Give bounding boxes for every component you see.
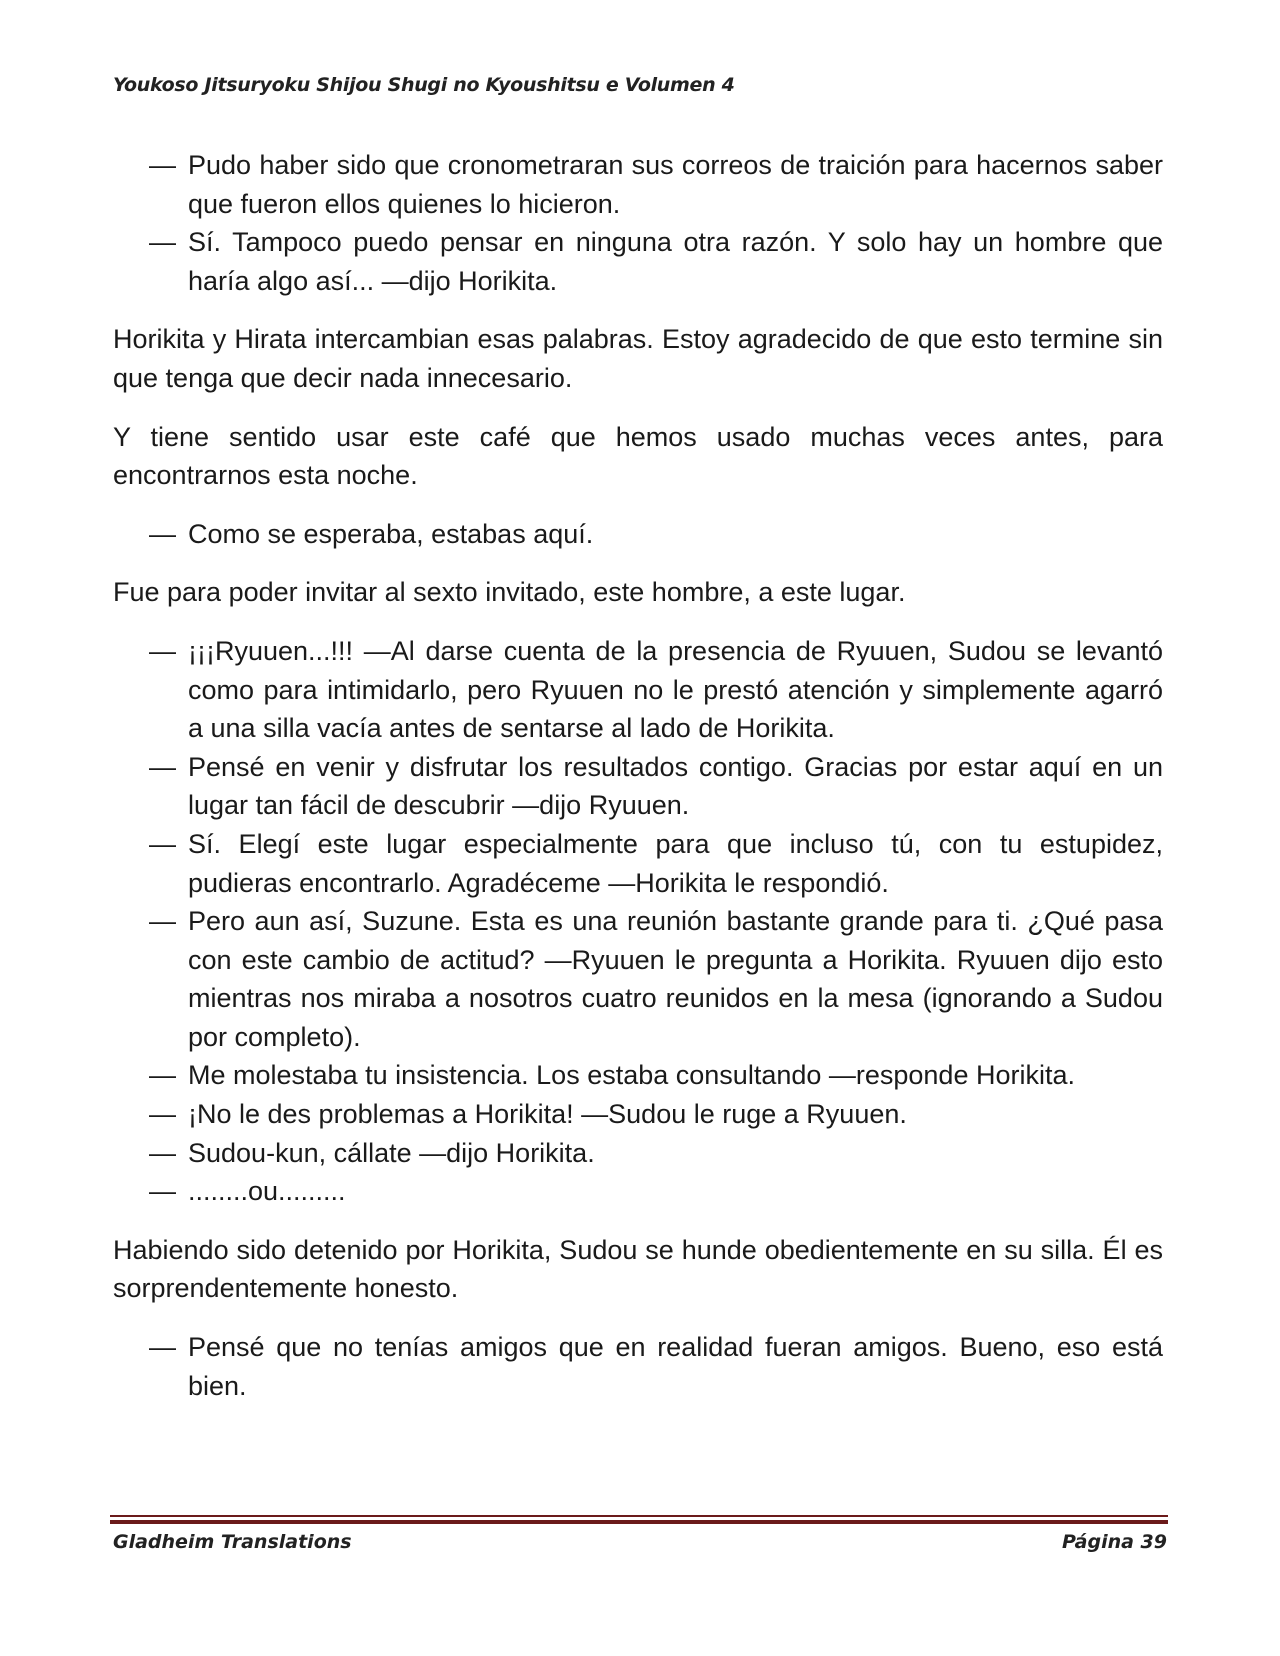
dialog-line: — Pudo haber sido que cronometraran sus correos de traición para hacernos saber que fueron ellos quienes lo hicieron. [113, 146, 1163, 223]
narration-paragraph: Fue para poder invitar al sexto invitado, este hombre, a este lugar. [113, 577, 906, 608]
em-dash: — [149, 150, 176, 180]
footer-publisher: Gladheim Translations [113, 1531, 352, 1553]
em-dash: — [149, 1137, 176, 1168]
dialog-line: — ........ou......... [113, 1172, 1163, 1211]
em-dash: — [149, 906, 176, 937]
dialog-line: — Pensé en venir y disfrutar los resultados contigo. Gracias por estar aquí en un lugar tan fácil de descubrir —dijo Ryuuen. [113, 748, 1163, 825]
dialog-group [113, 632, 1163, 1211]
footer-divider [110, 1515, 1168, 1524]
em-dash: — [149, 227, 176, 258]
dialog-line: — Me molestaba tu insistencia. Los estaba consultando —responde Horikita. [113, 1056, 1163, 1095]
em-dash: — [149, 1332, 176, 1363]
em-dash: — [149, 1099, 176, 1130]
em-dash: — [149, 1176, 176, 1207]
narration-paragraph: Habiendo sido detenido por Horikita, Sudou se hunde obedientemente en su silla. Él es sorprendentemente honesto. [113, 1234, 1163, 1304]
narration-paragraph: Y tiene sentido usar este café que hemos usado muchas veces antes, para encontrarnos esta noche. [113, 421, 1163, 491]
dialog-line: — Sí. Elegí este lugar especialmente para que incluso tú, con tu estupidez, pudieras encontrarlo. Agradéceme —Horikita le respondió. [113, 825, 1163, 902]
page-number: Página 39 [1061, 1531, 1167, 1553]
dialog-line: — Sí. Tampoco puedo pensar en ninguna otra razón. Y solo hay un hombre que haría algo así... —dijo Horikita. [113, 223, 1163, 300]
dialog-line: — Sudou-kun, cállate —dijo Horikita. [113, 1134, 1163, 1173]
em-dash: — [149, 751, 176, 782]
dialog-group [113, 146, 1163, 300]
page-body [113, 146, 1163, 1405]
em-dash: — [149, 518, 176, 549]
dialog-group [113, 515, 1163, 554]
dialog-line: — ¡No le des problemas a Horikita! —Sudou le ruge a Ryuuen. [113, 1095, 1163, 1134]
running-header: Youkoso Jitsuryoku Shijou Shugi no Kyoushitsu e Volumen 4 [113, 74, 735, 96]
em-dash: — [149, 828, 176, 859]
dialog-line: — ¡¡¡Ryuuen...!!! —Al darse cuenta de la presencia de Ryuuen, Sudou se levantó como para intimidarlo, pero Ryuuen no le prestó atención y simplemente agarró a una silla vacía antes de sentarse al lado de Horikita. [113, 632, 1163, 748]
dialog-line: — Como se esperaba, estabas aquí. [113, 515, 1163, 554]
dialog-line: — Pensé que no tenías amigos que en realidad fueran amigos. Bueno, eso está bien. [113, 1328, 1163, 1405]
narration-paragraph: Horikita y Hirata intercambian esas palabras. Estoy agradecido de que esto termine sin que tenga que decir nada innecesario. [113, 324, 1163, 393]
dialog-group [113, 1328, 1163, 1405]
dialog-line: — Pero aun así, Suzune. Esta es una reunión bastante grande para ti. ¿Qué pasa con este cambio de actitud? —Ryuuen le pregunta a Horikita. Ryuuen dijo esto mientras nos miraba a nosotros cuatro reunidos en la mesa (ignorando a Sudou por completo). [113, 902, 1163, 1056]
em-dash: — [149, 635, 176, 666]
em-dash: — [149, 1060, 176, 1091]
